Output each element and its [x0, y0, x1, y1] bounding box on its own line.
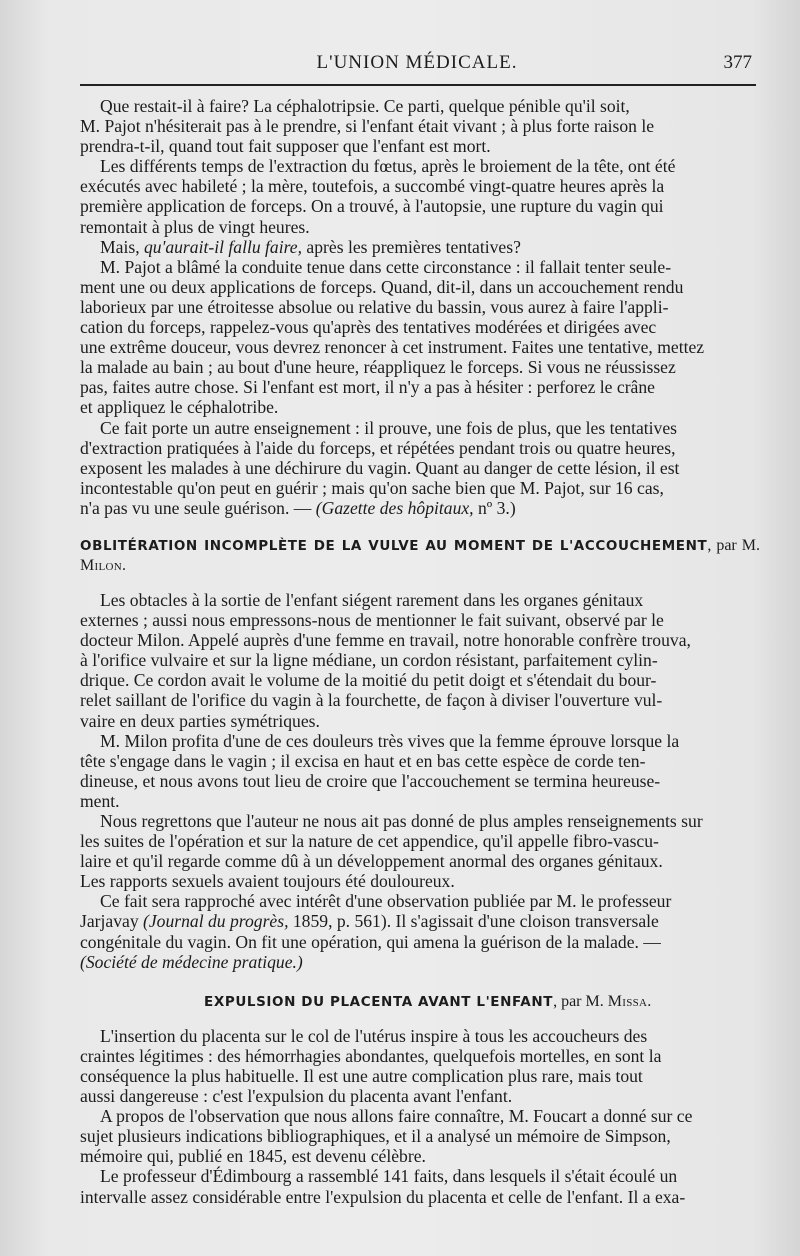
paragraph	[80, 257, 760, 418]
text-line: pas, faites autre chose. Si l'enfant est mort, il n'y a pas à hésiter : perforez le crâne	[80, 377, 655, 398]
text-line: A propos de l'observation que nous allons faire connaître, M. Foucart a donné sur ce	[100, 1106, 693, 1127]
italic-text: (Société de médecine pratique.)	[80, 951, 303, 972]
text-line: exécutés avec habileté ; la mère, toutefois, a succombé vingt-quatre heures après la	[80, 176, 665, 197]
paragraph	[80, 1106, 760, 1166]
text-line: première application de forceps. On a trouvé, à l'autopsie, une rupture du vagin qui	[80, 196, 664, 217]
text-line: Nous regrettons que l'auteur ne nous ait pas donné de plus amples renseignements sur	[100, 811, 703, 831]
text-line: la malade au bain ; au bout d'une heure, réappliquez le forceps. Si vous ne réussissez	[80, 357, 676, 378]
text-line: d'extraction pratiquées à l'aide du forceps, et répétées pendant trois ou quatre heures,	[80, 437, 676, 458]
text-line: M. Pajot a blâmé la conduite tenue dans cette circonstance : il fallait tenter seule-	[100, 256, 672, 277]
text-line: M. Milon profita d'une de ces douleurs très vives que la femme éprouve lorsque la	[100, 730, 680, 751]
italic-text: (Gazette des hôpitaux,	[315, 497, 474, 518]
heading-title: OBLITÉRATION INCOMPLÈTE DE LA VULVE AU MOMENT DE L'ACCOUCHEMENT	[80, 537, 708, 554]
page-number: 377	[723, 52, 752, 73]
text-line: dineuse, et nous avons tout lieu de croire que l'accouchement se termina heureuse-	[80, 770, 661, 791]
heading-author: Missa.	[607, 992, 652, 1010]
text-line: Que restait-il à faire? La céphalotripsie. Ce parti, quelque pénible qu'il soit,	[100, 96, 630, 116]
text-line: laborieux par une étroitesse absolue ou relative du bassin, vous aurez à faire l'appli-	[80, 296, 669, 317]
paragraph	[80, 1166, 760, 1206]
paragraph	[80, 1026, 760, 1106]
italic-text: qu'aurait-il fallu faire,	[143, 236, 303, 257]
text-line: craintes légitimes : des hémorrhagies abondantes, quelquefois mortelles, en sont la	[80, 1045, 662, 1066]
text-line: nº 3.)	[473, 497, 516, 518]
text-line: n'a pas vu une seule guérison. —	[80, 497, 316, 518]
text-line: Ce fait porte un autre enseignement : il prouve, une fois de plus, que les tentatives	[100, 417, 678, 438]
paragraph	[80, 590, 760, 731]
text-line: à l'orifice vulvaire et sur la ligne médiane, un cordon résistant, parfaitement cylin-	[80, 650, 658, 671]
heading-byline: , par M.	[707, 536, 761, 554]
text-line: intervalle assez considérable entre l'expulsion du placenta et celle de l'enfant. Il a exa-	[80, 1186, 686, 1207]
text-line: cation du forceps, rappelez-vous qu'après des tentatives modérées et dirigées avec	[80, 317, 657, 338]
paragraph	[80, 237, 760, 257]
journal-title: L'UNION MÉDICALE.	[316, 52, 518, 73]
paragraph	[80, 891, 760, 971]
paragraph	[80, 418, 760, 518]
text-line: Ce fait sera rapproché avec intérêt d'une observation publiée par M. le professeur	[100, 891, 672, 912]
text-line: tête s'engage dans le vagin ; il excisa en haut et en bas cette espèce de corde ten-	[80, 750, 646, 771]
text-line: externes ; aussi nous empressons-nous de mentionner le fait suivant, observé par le	[80, 610, 664, 631]
header-rule	[80, 84, 756, 86]
text-line: mémoire qui, publié en 1845, est devenu célèbre.	[80, 1146, 426, 1167]
paragraph	[80, 731, 760, 811]
section-heading-obliteration	[80, 536, 760, 576]
text-line: incontestable qu'on peut en guérir ; mais qu'on sache bien que M. Pajot, sur 16 cas,	[80, 477, 664, 498]
text-line: Mais,	[100, 236, 144, 257]
text-line: M. Pajot n'hésiterait pas à le prendre, si l'enfant était vivant ; à plus forte raison le	[80, 116, 655, 137]
section-heading-placenta	[80, 992, 760, 1012]
text-line: L'insertion du placenta sur le col de l'utérus inspire à tous les accoucheurs des	[100, 1025, 648, 1046]
text-line: une extrême douceur, vous devrez renoncer à cet instrument. Faites une tentative, mettez	[80, 337, 705, 358]
text-line: conséquence la plus habituelle. Il est une autre complication plus rare, mais tout	[80, 1065, 643, 1086]
text-line: exposent les malades à une déchirure du vagin. Quant au danger de cette lésion, il est	[80, 457, 680, 478]
text-line: remontait à plus de vingt heures.	[80, 216, 310, 237]
section-pajot-case	[80, 96, 760, 518]
text-line: Les obtacles à la sortie de l'enfant siégent rarement dans les organes génitaux	[100, 589, 644, 610]
paragraph	[80, 156, 760, 236]
page-body	[80, 96, 760, 1207]
text-line: congénitale du vagin. On fit une opération, qui amena la guérison de la malade. —	[80, 931, 661, 952]
section-obliteration	[80, 590, 760, 972]
text-line: les suites de l'opération et sur la nature de cet appendice, qu'il appelle fibro-vascu-	[80, 831, 659, 852]
text-line: vaire en deux parties symétriques.	[80, 710, 320, 731]
text-line: ment.	[80, 790, 120, 811]
text-line: ment une ou deux applications de forceps. Quand, dit-il, dans un accouchement rendu	[80, 276, 684, 297]
text-line: relet saillant de l'orifice du vagin à la fourchette, de façon à diviser l'ouverture vul-	[80, 690, 663, 711]
running-head	[78, 48, 756, 78]
text-line: docteur Milon. Appelé auprès d'une femme en travail, notre honorable confrère trouva,	[80, 630, 691, 651]
text-line: prendra-t-il, quand tout fait supposer que l'enfant est mort.	[80, 136, 491, 157]
text-line: Les rapports sexuels avaient toujours été douloureux.	[80, 871, 455, 892]
text-line: aussi dangereuse : c'est l'expulsion du placenta avant l'enfant.	[80, 1086, 513, 1107]
paragraph	[80, 96, 760, 156]
italic-text: (Journal du progrès,	[143, 911, 289, 932]
heading-author: Milon.	[80, 556, 127, 574]
text-line: Le professeur d'Édimbourg a rassemblé 141 faits, dans lesquels il s'était écoulé un	[100, 1166, 678, 1187]
text-line: 1859, p. 561). Il s'agissait d'une cloison transversale	[288, 911, 659, 932]
heading-byline: , par M.	[553, 992, 608, 1010]
text-line: après les premières tentatives?	[302, 236, 521, 257]
text-line: sujet plusieurs indications bibliographiques, et il a analysé un mémoire de Simpson,	[80, 1126, 671, 1147]
text-line: et appliquez le céphalotribe.	[80, 397, 279, 418]
heading-title: EXPULSION DU PLACENTA AVANT L'ENFANT	[204, 993, 554, 1010]
text-line: Jarjavay	[80, 911, 144, 932]
paragraph	[80, 811, 760, 891]
section-placenta	[80, 1026, 760, 1207]
text-line: laire et qu'il regarde comme dû à un développement anormal des organes génitaux.	[80, 851, 663, 872]
text-line: drique. Ce cordon avait le volume de la moitié du petit doigt et s'étendait du bour-	[80, 670, 657, 691]
text-line: Les différents temps de l'extraction du fœtus, après le broiement de la tête, ont été	[100, 156, 676, 177]
